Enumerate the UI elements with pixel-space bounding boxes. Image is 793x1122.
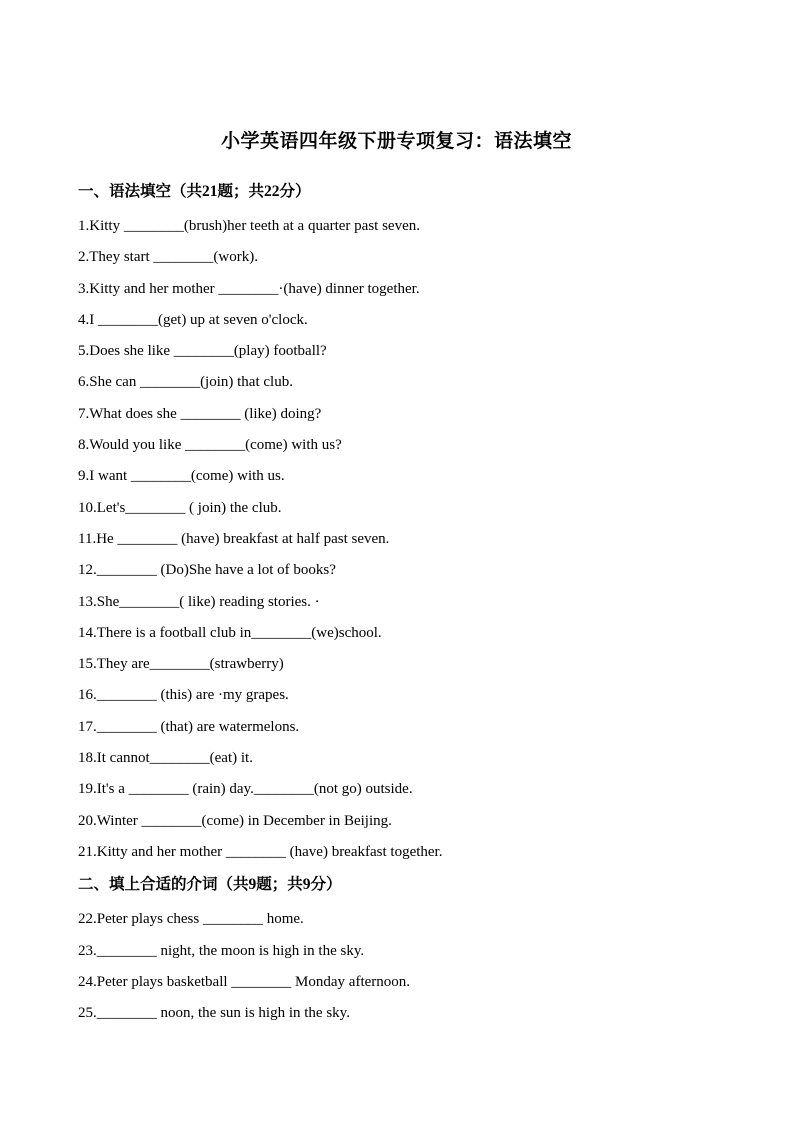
question-line: 25.________ noon, the sun is high in the sky.: [78, 1005, 350, 1022]
question-line: 14.There is a football club in________(we)school.: [78, 624, 382, 641]
question-line: 9.I want ________(come) with us.: [78, 468, 285, 485]
question-line: 8.Would you like ________(come) with us?: [78, 437, 342, 454]
question-line: 3.Kitty and her mother ________·(have) dinner together.: [78, 280, 420, 297]
question-line: 18.It cannot________(eat) it.: [78, 750, 253, 767]
question-line: 22.Peter plays chess ________ home.: [78, 911, 304, 928]
section-2-heading: 二、填上合适的介词（共9题；共9分）: [78, 876, 342, 894]
section-1-heading: 一、语法填空（共21题；共22分）: [78, 183, 311, 200]
section-1-question-list: [78, 211, 715, 868]
page-title: 小学英语四年级下册专项复习：语法填空: [220, 131, 572, 152]
question-line: 21.Kitty and her mother ________ (have) breakfast together.: [78, 843, 443, 860]
question-line: 23.________ night, the moon is high in the sky.: [78, 942, 365, 959]
question-line: 17.________ (that) are watermelons.: [78, 718, 300, 735]
question-line: 24.Peter plays basketball ________ Monday afternoon.: [78, 973, 411, 990]
question-line: 16.________ (this) are ·my grapes.: [78, 687, 289, 704]
question-line: 12.________ (Do)She have a lot of books?: [78, 562, 336, 579]
question-line: 7.What does she ________ (like) doing?: [78, 405, 322, 422]
section-2-question-list: [78, 904, 715, 1029]
question-line: 20.Winter ________(come) in December in Beijing.: [78, 812, 392, 829]
question-line: 2.They start ________(work).: [78, 249, 258, 266]
question-line: 5.Does she like ________(play) football?: [78, 343, 327, 360]
question-line: 19.It's a ________ (rain) day.________(not go) outside.: [78, 781, 413, 798]
question-line: 13.She________( like) reading stories. ·: [78, 593, 320, 610]
question-line: 15.They are________(strawberry): [78, 656, 284, 673]
question-line: 4.I ________(get) up at seven o'clock.: [78, 311, 308, 328]
question-line: 10.Let's________ ( join) the club.: [78, 499, 282, 516]
question-line: 1.Kitty ________(brush)her teeth at a quarter past seven.: [78, 218, 420, 234]
question-line: 6.She can ________(join) that club.: [78, 374, 293, 391]
question-line: 11.He ________ (have) breakfast at half past seven.: [78, 530, 390, 547]
